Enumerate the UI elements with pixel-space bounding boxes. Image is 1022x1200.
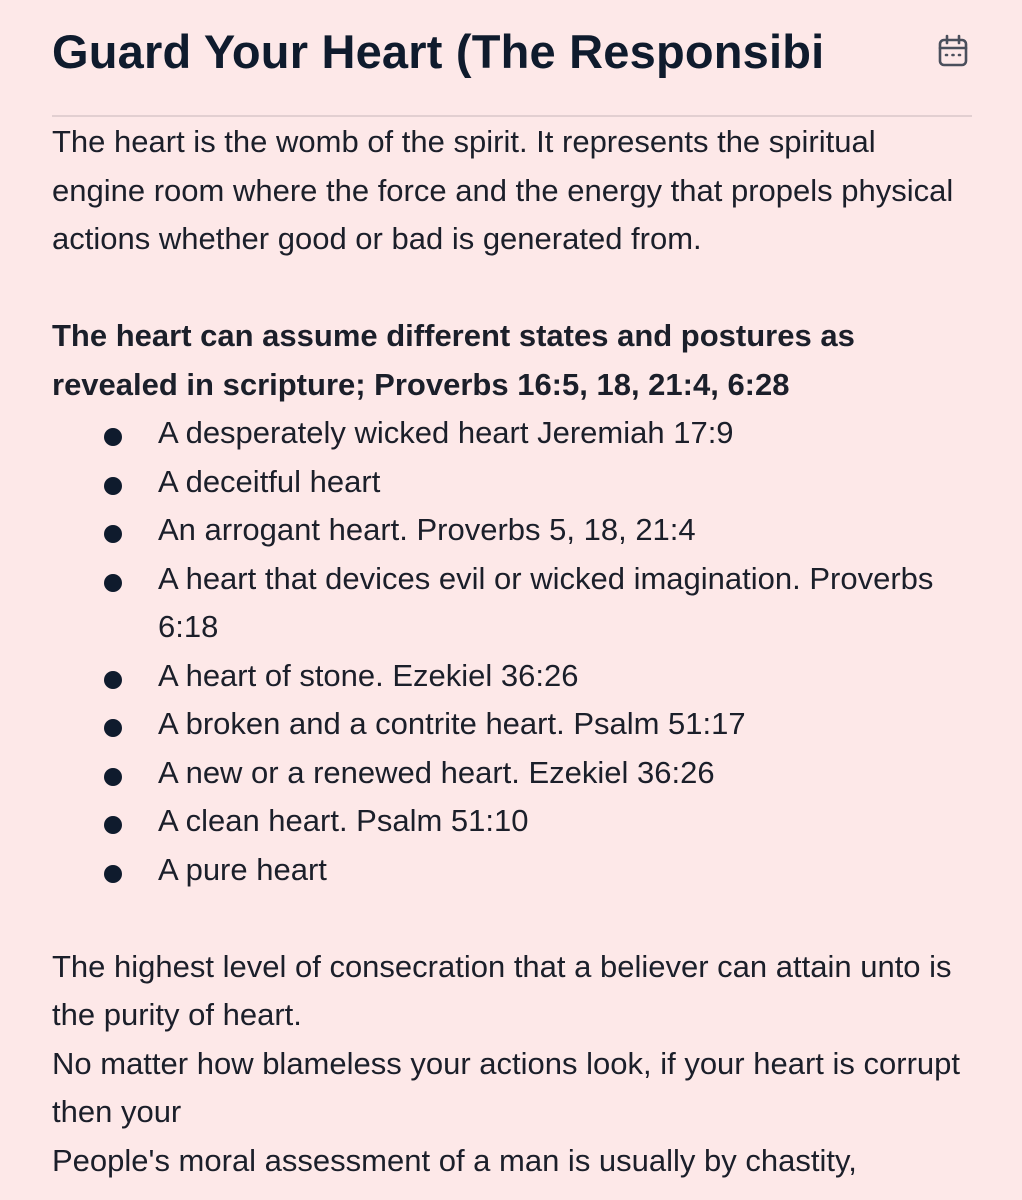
bullet-dot-icon bbox=[104, 428, 122, 446]
note-header bbox=[0, 0, 1022, 118]
blank-line bbox=[52, 894, 972, 943]
note-body[interactable] bbox=[52, 118, 972, 1185]
list-item: A pure heart bbox=[52, 846, 972, 895]
bullet-dot-icon bbox=[104, 477, 122, 495]
list-item: A new or a renewed heart. Ezekiel 36:26 bbox=[52, 749, 972, 798]
list-item: A heart of stone. Ezekiel 36:26 bbox=[52, 652, 972, 701]
bullet-dot-icon bbox=[104, 671, 122, 689]
actions-paragraph: No matter how blameless your actions look, if your heart is corrupt then your bbox=[52, 1045, 960, 1129]
bullet-dot-icon bbox=[104, 865, 122, 883]
note-title[interactable]: Guard Your Heart (The Responsibi bbox=[52, 25, 825, 78]
calendar-icon[interactable] bbox=[937, 34, 969, 68]
bullet-dot-icon bbox=[104, 816, 122, 834]
list-item: A clean heart. Psalm 51:10 bbox=[52, 797, 972, 846]
bullet-dot-icon bbox=[104, 574, 122, 592]
subheading: The heart can assume different states and postures as revealed in scripture; Proverbs 16:5, 18, 21:4, 6:28 bbox=[52, 318, 855, 402]
moral-assessment-paragraph: People's moral assessment of a man is usually by chastity, bbox=[52, 1142, 857, 1178]
header-divider bbox=[52, 115, 972, 117]
list-item: An arrogant heart. Proverbs 5, 18, 21:4 bbox=[52, 506, 972, 555]
consecration-paragraph: The highest level of consecration that a believer can attain unto is the purity of heart. bbox=[52, 948, 952, 1032]
list-item: A deceitful heart bbox=[52, 458, 972, 507]
bullet-dot-icon bbox=[104, 719, 122, 737]
intro-paragraph: The heart is the womb of the spirit. It represents the spiritual engine room where the force and the energy that propels physical actions whether good or bad is generated from. bbox=[52, 124, 954, 256]
blank-line bbox=[52, 264, 972, 313]
bullet-dot-icon bbox=[104, 525, 122, 543]
bullet-list bbox=[52, 409, 972, 894]
list-item: A heart that devices evil or wicked imagination. Proverbs 6:18 bbox=[52, 555, 972, 652]
list-item: A desperately wicked heart Jeremiah 17:9 bbox=[52, 409, 972, 458]
list-item: A broken and a contrite heart. Psalm 51:17 bbox=[52, 700, 972, 749]
bullet-dot-icon bbox=[104, 768, 122, 786]
